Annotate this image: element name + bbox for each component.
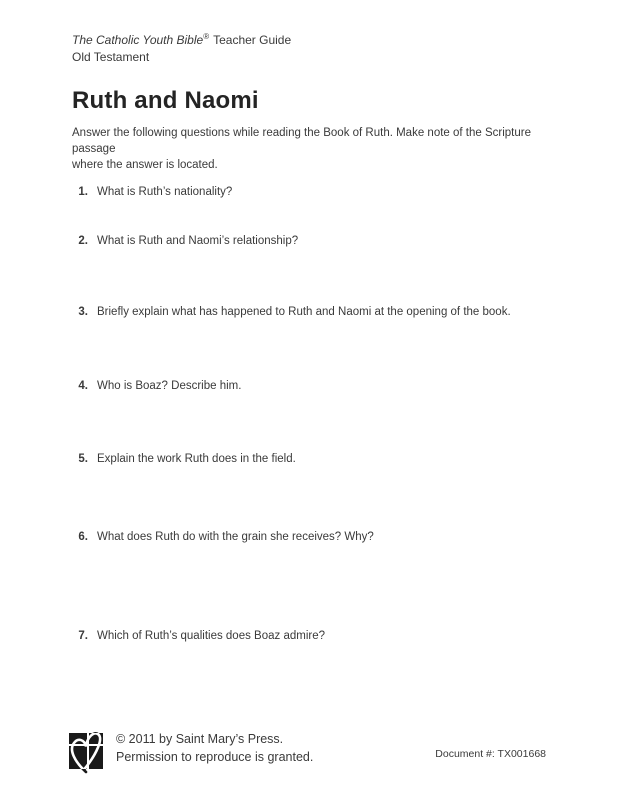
question-item xyxy=(72,305,546,320)
page-footer xyxy=(0,727,618,777)
question-number: 5. xyxy=(78,453,88,465)
question-item xyxy=(72,234,546,249)
question-number: 6. xyxy=(78,531,88,543)
question-text: What is Ruth’s nationality? xyxy=(97,186,233,198)
guide-label: Teacher Guide xyxy=(213,33,292,47)
instructions-line1: Answer the following questions while reading the Book of Ruth. Make note of the Scripture passage xyxy=(72,127,531,155)
question-item xyxy=(72,530,546,545)
worksheet-title: Ruth and Naomi xyxy=(72,87,259,114)
question-item xyxy=(72,452,546,467)
question-text: Which of Ruth’s qualities does Boaz admire? xyxy=(97,630,325,642)
question-list xyxy=(72,185,546,644)
question-text: What is Ruth and Naomi’s relationship? xyxy=(97,235,299,247)
testament-label: Old Testament xyxy=(72,50,150,64)
instructions-line2: where the answer is located. xyxy=(72,159,218,171)
question-number: 1. xyxy=(78,186,88,198)
question-number: 7. xyxy=(78,630,88,642)
question-text: Who is Boaz? Describe him. xyxy=(97,380,242,392)
question-text: What does Ruth do with the grain she receives? Why? xyxy=(97,531,374,543)
saint-marys-press-logo-icon xyxy=(66,728,106,775)
question-item xyxy=(72,379,546,394)
question-text: Briefly explain what has happened to Ruth and Naomi at the opening of the book. xyxy=(97,306,511,318)
question-item xyxy=(72,629,546,644)
series-title: The Catholic Youth Bible xyxy=(72,33,204,47)
question-number: 2. xyxy=(78,235,88,247)
copyright-line2: Permission to reproduce is granted. xyxy=(116,750,314,764)
registered-trademark: ® xyxy=(203,32,210,41)
page-header-line1 xyxy=(72,32,546,49)
question-number: 3. xyxy=(78,306,88,318)
instructions-text xyxy=(72,125,546,173)
question-number: 4. xyxy=(78,380,88,392)
document-number: Document #: TX001668 xyxy=(435,748,546,760)
question-text: Explain the work Ruth does in the field. xyxy=(97,453,296,465)
question-item xyxy=(72,185,546,200)
copyright-line1: © 2011 by Saint Mary’s Press. xyxy=(116,732,284,746)
copyright-text xyxy=(116,730,313,766)
